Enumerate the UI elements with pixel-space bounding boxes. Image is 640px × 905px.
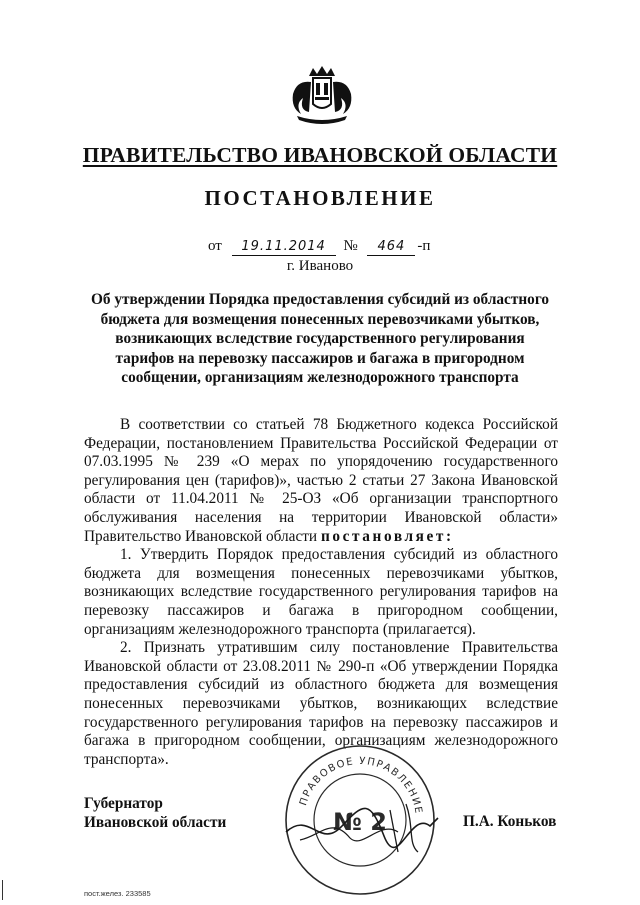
government-title: ПРАВИТЕЛЬСТВО ИВАНОВСКОЙ ОБЛАСТИ (82, 143, 558, 167)
item-2: 2. Признать утратившим силу постановление Правительства Ивановской области от 23.08.2011 № 290-п «Об утверждении Порядка предоставления субсидий из областного бюджета для возмещения понесенных перевозчиками убытков, возникающих вследствие государственного регулирования тарифов на перевозку пассажиров и багажа в пригородном сообщении, организациям железнодорожного транспорта». (84, 639, 558, 768)
stamp-text: ПРАВОВОЕ УПРАВЛЕНИЕ (298, 755, 424, 816)
document-body (84, 416, 558, 769)
signatory-name: П.А. Коньков (463, 813, 557, 830)
svg-text:№ 2: № 2 (333, 808, 387, 836)
date-prefix: от (208, 238, 222, 254)
document-type: ПОСТАНОВЛЕНИЕ (204, 186, 436, 210)
margin-mark (2, 880, 3, 900)
coat-of-arms-icon (283, 64, 361, 128)
signatory-position (84, 794, 226, 832)
number-sign: № (343, 238, 358, 254)
svg-text:ПРАВОВОЕ УПРАВЛЕНИЕ (298, 756, 424, 816)
footer-code: пост.желез. 233585 (84, 889, 151, 898)
preamble-paragraph: В соответствии со статьей 78 Бюджетного кодекса Российской Федерации, постановлением Правительства Российской Федерации от 07.03.1995 № 239 «О мерах по упорядочению государственного регулирования цен (тарифов)», частью 2 статьи 27 Закона Ивановской области от 11.04.2011 № 25-ОЗ «Об организации транспортного обслуживания населения на территории Ивановской области» Правительство Ивановской области постановляет: (84, 416, 558, 545)
official-stamp-icon (280, 740, 440, 900)
position-line-1: Губернатор (84, 795, 163, 812)
document-heading: Об утверждении Порядка предоставления субсидий из областного бюджета для возмещения понесенных перевозчиками убытков, возникающих вследствие государственного регулирования тарифов на перевозку пассажиров и багажа в пригородном сообщении, организациям железнодорожного транспорта (90, 291, 550, 386)
city: г. Иваново (286, 258, 354, 274)
position-line-2: Ивановской области (84, 814, 227, 831)
preamble-text: В соответствии со статьей 78 Бюджетного кодекса Российской Федерации, постановлением Правительства Российской Федерации от 07.03.1995 № 239 «О мерах по упорядочению государственного регулирования цен (тарифов)», частью 2 статьи 27 Закона Ивановской области от 11.04.2011 № 25-ОЗ «Об организации транспортного обслуживания населения на территории Ивановской области» Правительство Ивановской области (84, 416, 558, 545)
decree-word: постановляет (320, 527, 447, 545)
date-number-line (208, 238, 430, 256)
item-1: 1. Утвердить Порядок предоставления субсидий из областного бюджета для возмещения понесенных перевозчиками убытков, возникающих вследствие государственного регулирования тарифов на перевозку пассажиров и багажа в пригородном сообщении, организациям железнодорожного транспорта (прилагается). (84, 546, 558, 638)
document-date: 19.11.2014 (232, 239, 336, 256)
document-number: 464 (367, 239, 415, 256)
number-suffix: -п (417, 238, 431, 254)
